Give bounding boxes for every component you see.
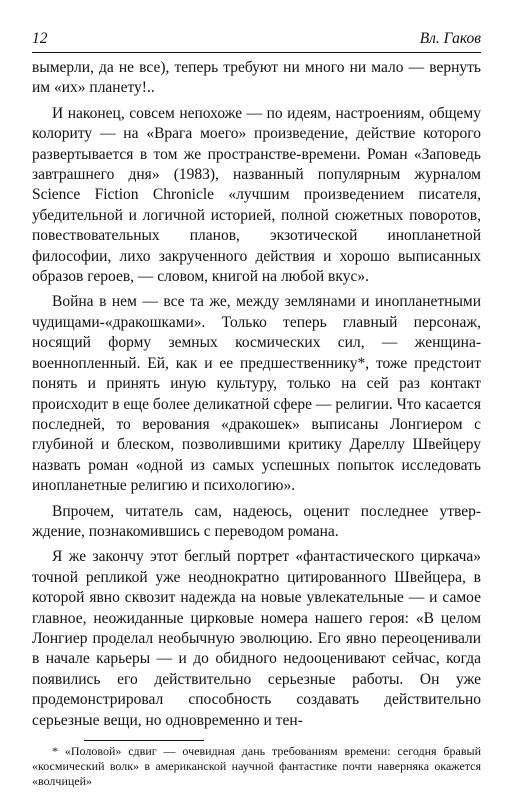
paragraph-continued: вымерли, да не все), теперь требуют ни много ни мало — вернуть им «их» планету!.. xyxy=(32,59,481,97)
book-page xyxy=(32,26,481,789)
page-number: 12 xyxy=(32,30,48,47)
paragraph: Война в нем — все та же, между землянами и инопланетными чудищами-«дракошками». Только теперь главный персонаж, носящий форму земных космических сил, — женщина-военнопленный. Ей, как и ее предшественнику*, тоже предстоит понять и принять иную культуру, только на сей раз контакт происходит в еще более деликатной сфере — религии. Что касается последней, то верования «дракошек» выписаны Лонгиером с глубиной и блеском, позволившими критику Дареллу Швейцеру назвать роман «одной из самых успешных попыток исследовать инопланетные религию и психологию». xyxy=(32,293,481,495)
paragraph: Впрочем, читатель сам, надеюсь, оценит последнее утверждение, познакомившись с переводом романа. xyxy=(32,502,481,540)
body-text xyxy=(32,58,481,731)
paragraph: Я же закончу этот беглый портрет «фантастического циркача» точной репликой уже неоднократно цитированного Швейцера, в которой явно сквозит надежда на новые увлекательные — и самое главное, неожиданные цирковые номера нашего героя: «В целом Лонгиер проделал необычную эволюцию. Его явно переоценивали в начале карьеры — и до обидного недооценивают сейчас, когда появились его действительно серьезные работы. Он уже продемонстрировал способность создавать действительно серьезные вещи, но одновременно и тен- xyxy=(32,548,481,729)
running-header xyxy=(32,26,481,53)
running-head-author: Вл. Гаков xyxy=(419,30,481,47)
footnote-divider xyxy=(84,740,204,741)
footnote: * «Половой» сдвиг — очевидная дань требованиям времени: сегодня бравый «космический волк» в американской научной фантастике почти наверняка окажется «волчицей» xyxy=(32,744,481,789)
paragraph: И наконец, совсем непохоже — по идеям, настроениям, общему колориту — на «Врага моего» произведение, действие которого развертывается в том же пространстве-времени. Роман «Заповедь завтрашнего дня» (1983), названный популярным журналом Science Fiction Chronicle «лучшим произведением писателя, убедительной и логичной историей, полной сюжетных поворотов, повествовательных планов, экзотической инопланетной философии, лихо закрученного действия и хорошо выписанных образов героев, — словом, книгой на любой вкус». xyxy=(32,104,481,286)
